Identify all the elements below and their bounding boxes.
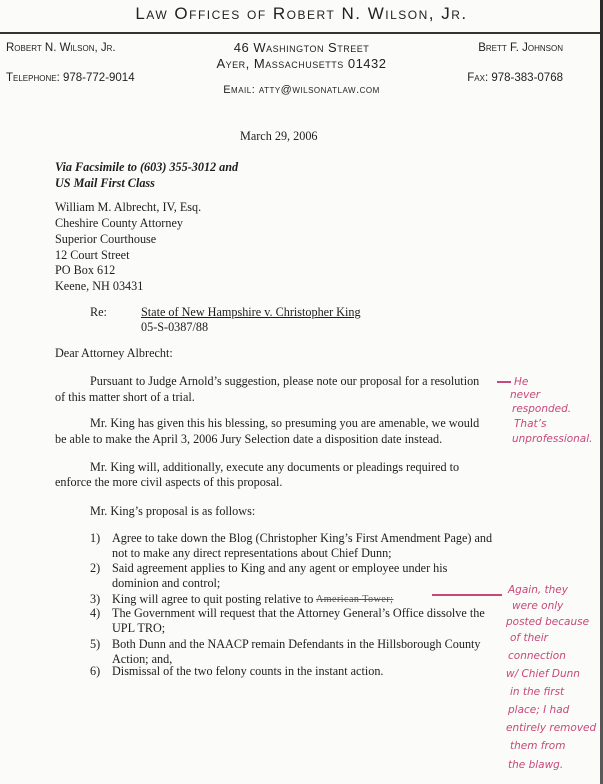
handwritten-note-line: w/ Chief Dunn <box>506 668 580 680</box>
firm-name: Law Offices of Robert N. Wilson, Jr. <box>135 4 468 23</box>
firm-telephone: Telephone: 978-772-9014 <box>6 72 135 84</box>
handwritten-note-line: were only <box>512 600 564 612</box>
handwritten-note-line: Again, they <box>508 584 568 596</box>
list-item-number: 6) <box>90 664 101 678</box>
recipient-office: Superior Courthouse <box>55 232 157 246</box>
list-item-text: not to make any direct representations about Chief Dunn; <box>112 546 392 560</box>
paragraph-2-line-1: Mr. King has given this his blessing, so presuming you are amenable, we would <box>90 416 480 430</box>
list-item-text: Action; and, <box>112 652 173 666</box>
salutation: Dear Attorney Albrecht: <box>55 346 173 360</box>
list-item-text: Said agreement applies to King and any agent or employee under his <box>112 561 448 575</box>
paragraph-2-line-2: be able to make the April 3, 2006 Jury Selection date a disposition date instead. <box>55 432 443 446</box>
recipient-title: Cheshire County Attorney <box>55 216 183 230</box>
list-item-text: Agree to take down the Blog (Christopher King’s First Amendment Page) and <box>112 531 493 545</box>
handwritten-note-line: He <box>514 376 529 388</box>
firm-address-street: 46 Washington Street <box>233 40 370 55</box>
list-item-text: King will agree to quit posting relative to <box>112 592 314 606</box>
handwritten-note-line: responded. <box>512 403 572 415</box>
list-item-number: 1) <box>90 531 101 545</box>
firm-address-city: Ayer, Massachusetts 01432 <box>216 56 387 71</box>
attorney-left-name: Robert N. Wilson, Jr. <box>6 42 116 54</box>
recipient-po-box: PO Box 612 <box>55 263 116 277</box>
paragraph-3-line-1: Mr. King will, additionally, execute any documents or pleadings required to <box>90 460 460 474</box>
handwritten-note-line: posted because <box>506 616 590 628</box>
delivery-line-2: US Mail First Class <box>55 176 155 190</box>
handwritten-arrow <box>432 594 502 596</box>
list-item-text: UPL TRO; <box>112 621 166 635</box>
handwritten-note-line: in the first <box>510 686 565 698</box>
recipient-name: William M. Albrecht, IV, Esq. <box>55 200 202 214</box>
handwritten-note-line: connection <box>508 650 566 662</box>
paragraph-1-line-1: Pursuant to Judge Arnold’s suggestion, please note our proposal for a resolution <box>90 374 480 388</box>
handwritten-note-line: them from <box>510 740 566 752</box>
attorney-right-name: Brett F. Johnson <box>478 42 563 54</box>
handwritten-note-line: entirely removed <box>506 722 597 734</box>
list-item-number: 3) <box>90 592 101 606</box>
handwritten-note-line: of their <box>510 632 548 644</box>
letterhead-divider <box>0 32 600 34</box>
re-case-number: 05-S-0387/88 <box>141 320 209 334</box>
paragraph-3-line-2: enforce the more civil aspects of this proposal. <box>55 475 283 489</box>
firm-email: Email: atty@wilsonatlaw.com <box>223 84 380 96</box>
recipient-street: 12 Court Street <box>55 248 130 262</box>
list-item-text: Dismissal of the two felony counts in the instant action. <box>112 664 384 678</box>
recipient-city: Keene, NH 03431 <box>55 279 144 293</box>
list-item-number: 5) <box>90 637 101 651</box>
delivery-line-1: Via Facsimile to (603) 355-3012 and <box>55 160 239 174</box>
handwritten-note-line: place; I had <box>508 704 570 716</box>
re-label: Re: <box>90 305 107 319</box>
paragraph-1-line-2: of this matter short of a trial. <box>55 390 195 404</box>
handwritten-arrow <box>497 381 511 383</box>
handwritten-note-line: never <box>510 389 541 401</box>
handwritten-note-line: the blawg. <box>508 759 564 771</box>
list-item-number: 2) <box>90 561 101 575</box>
re-case-name: State of New Hampshire v. Christopher King <box>141 305 361 319</box>
list-item-text: Both Dunn and the NAACP remain Defendants in the Hillsborough County <box>112 637 481 651</box>
handwritten-note-line: That’s <box>514 418 547 430</box>
list-item-text: The Government will request that the Attorney General’s Office dissolve the <box>112 606 485 620</box>
paragraph-4: Mr. King’s proposal is as follows: <box>90 504 256 518</box>
list-item-number: 4) <box>90 606 101 620</box>
list-item-text: dominion and control; <box>112 576 221 590</box>
struck-out-text: American Tower; <box>316 594 394 605</box>
firm-fax: Fax: 978-383-0768 <box>467 72 563 84</box>
handwritten-note-line: unprofessional. <box>512 433 593 445</box>
letter-date: March 29, 2006 <box>240 129 318 143</box>
